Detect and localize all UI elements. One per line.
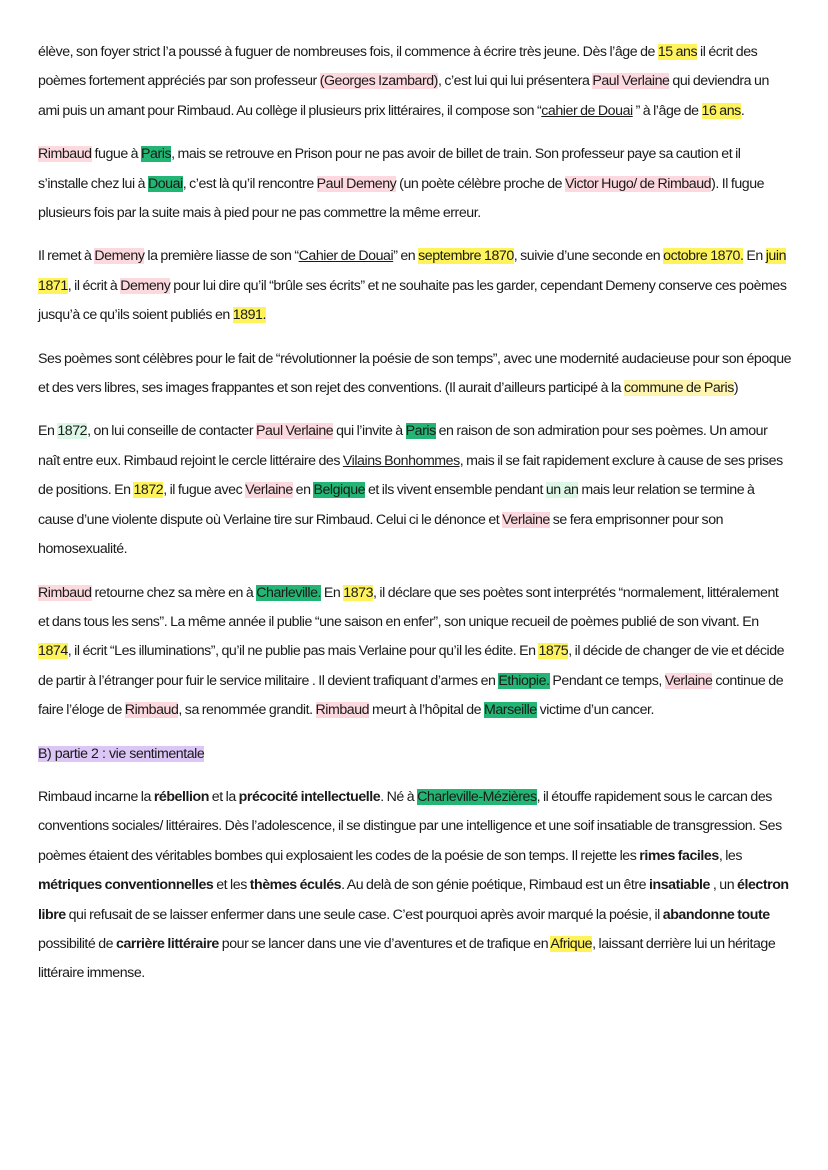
highlighted-text: Paris xyxy=(141,146,172,163)
paragraph xyxy=(38,579,792,726)
text-run: qui refusait de se laisser enfermer dans une seule case. C’est pourquoi après avoir marqué la poésie, il xyxy=(65,906,663,923)
text-run: pour lui dire qu’il “brûle ses écrits” et ne souhaite pas les garder, cependant Demeny conserve ces poèmes jusqu’à ce qu’ils soient publiés en xyxy=(38,277,787,324)
highlighted-text: commune de Paris xyxy=(624,380,734,397)
text-run: , c’est là qu’il rencontre xyxy=(182,175,317,192)
bold-text: insatiable xyxy=(649,877,710,894)
highlighted-text: septembre 1870 xyxy=(418,248,514,265)
paragraph xyxy=(38,417,792,564)
highlighted-text: Douai xyxy=(147,175,183,192)
text-run: mais leur relation se termine à cause d’une violente dispute où Verlaine tire sur Rimbaud. Celui ci le dénonce et xyxy=(38,482,755,528)
highlighted-text: Paul Demeny xyxy=(316,175,397,192)
text-run: , suivie d’une seconde en xyxy=(513,248,664,265)
text-run: , il étouffe rapidement sous le carcan des conventions sociales/ littéraires. Dès l’adolescence, il se distingue par une intelligence et une soif insatiable de transgression. Ses poèmes étaient des véritables bombes qui explosaient les codes de la poésie de son temps. Il rejette les xyxy=(38,788,782,864)
text-run: En xyxy=(321,584,344,601)
text-run: , un xyxy=(709,877,738,894)
highlighted-text: Verlaine xyxy=(664,672,713,689)
highlighted-text: 1874 xyxy=(38,643,68,660)
text-run: victime d’un cancer. xyxy=(536,702,655,719)
highlighted-text: (Georges Izambard) xyxy=(319,73,438,90)
highlighted-text: Afrique xyxy=(550,935,593,952)
text-run: en xyxy=(292,482,314,499)
text-run: ). Il fugue plusieurs fois par la suite mais à pied pour ne pas commettre la même erreur. xyxy=(38,175,765,222)
text-run: , on lui conseille de contacter xyxy=(87,423,257,440)
highlighted-text: Paul Verlaine xyxy=(592,73,670,90)
highlighted-text: Rimbaud xyxy=(38,146,92,163)
text-run: , il écrit “Les illuminations”, qu’il ne publie pas mais Verlaine pour qu’il les édite. En xyxy=(67,643,539,660)
text-run: élève, son foyer strict l’a poussé à fuguer de nombreuses fois, il commence à écrire très jeune. Dès l’âge de xyxy=(38,44,658,60)
text-run: pour se lancer dans une vie d’aventures et de trafique en xyxy=(218,935,551,952)
highlighted-text: 1872 xyxy=(133,482,164,499)
text-run: meurt à l’hôpital de xyxy=(369,702,484,719)
text-run: Rimbaud incarne la xyxy=(38,788,154,805)
text-run: En xyxy=(38,423,58,440)
text-run: continue de faire l’éloge de xyxy=(38,672,784,719)
text-run: , sa renommée grandit. xyxy=(178,702,316,719)
text-run: ) xyxy=(733,380,739,397)
bold-text: abandonne toute xyxy=(662,906,770,923)
paragraph xyxy=(38,242,792,330)
text-run: , il fugue avec xyxy=(163,482,246,499)
underlined-text: Vilains Bonhommes, xyxy=(342,452,464,469)
bold-text: électron libre xyxy=(38,877,789,923)
text-run: et la xyxy=(208,788,239,805)
underlined-text: cahier de Douai xyxy=(541,102,633,119)
highlighted-text: Verlaine xyxy=(502,511,550,528)
document-body xyxy=(38,38,792,726)
highlighted-text: Paris xyxy=(405,423,436,440)
highlighted-text: Rimbaud xyxy=(38,584,92,601)
highlighted-text: Charleville-Mézières xyxy=(417,788,537,805)
text-run: , les xyxy=(718,847,742,864)
paragraph xyxy=(38,140,792,228)
paragraph-summary xyxy=(38,783,792,989)
text-run: . Né à xyxy=(380,788,418,805)
highlighted-text: 1875 xyxy=(538,643,569,660)
highlighted-text: 1873 xyxy=(343,584,374,601)
bold-text: rébellion xyxy=(153,788,209,805)
text-run: ” à l’âge de xyxy=(632,102,702,119)
text-run: mais il se fait rapidement exclure à cause de ses prises de positions. En xyxy=(38,452,783,499)
underlined-text: Cahier de Douai xyxy=(298,248,394,265)
highlighted-text: Ethiopie. xyxy=(498,672,550,689)
highlighted-text: octobre 1870. xyxy=(663,248,744,265)
highlighted-text: un an xyxy=(545,482,579,499)
text-run: Il remet à xyxy=(38,248,95,265)
text-run: il écrit des poèmes fortement appréciés par son professeur xyxy=(38,44,758,90)
text-run: se fera emprisonner pour son homosexualité. xyxy=(38,511,724,558)
text-run: ” en xyxy=(393,248,419,265)
section-heading xyxy=(38,740,792,769)
highlighted-text: Rimbaud xyxy=(124,702,179,719)
text-run: en raison de son admiration pour ses poèmes. Un amour naît entre eux. Rimbaud rejoint le cercle littéraire des xyxy=(38,423,768,469)
highlighted-text: Victor Hugo/ de Rimbaud xyxy=(564,175,712,192)
text-run: , mais se retrouve en Prison pour ne pas avoir de billet de train. Son professeur paye sa caution et il s’installe chez lui à xyxy=(38,146,741,192)
text-run: fugue à xyxy=(91,146,142,163)
text-run: Ses poèmes sont célèbres pour le fait de “révolutionner la poésie de son temps”, avec une modernité audacieuse pour son époque et des vers libres, ses images frappantes et son rejet des conventions. (Il aurait d’ailleurs participé à la xyxy=(38,350,792,397)
highlighted-text: Demeny xyxy=(120,277,171,294)
bold-text: carrière littéraire xyxy=(116,935,219,952)
section-heading-text: B) partie 2 : vie sentimentale xyxy=(38,745,205,762)
text-run: En xyxy=(743,248,766,265)
bold-text: rimes faciles xyxy=(639,847,719,864)
text-run: possibilité de xyxy=(38,935,117,952)
bold-text: thèmes éculés xyxy=(249,877,342,894)
highlighted-text: Belgique xyxy=(313,482,366,499)
text-run: Pendant ce temps, xyxy=(549,672,665,689)
highlighted-text: Verlaine xyxy=(245,482,293,499)
highlighted-text: Demeny xyxy=(94,248,145,265)
highlighted-text: juin 1871 xyxy=(38,248,787,294)
text-run: et ils vivent ensemble pendant xyxy=(365,482,546,499)
highlighted-text: 16 ans xyxy=(701,102,741,119)
text-run: qui deviendra un ami puis un amant pour Rimbaud. Au collège il plusieurs prix littéraires, il compose son “ xyxy=(38,73,769,119)
highlighted-text: 15 ans xyxy=(657,44,698,60)
highlighted-text: Rimbaud xyxy=(315,702,370,719)
text-run: et les xyxy=(213,877,250,894)
text-run: qui l’invite à xyxy=(333,423,406,440)
highlighted-text: 1891. xyxy=(232,307,266,324)
text-run: , il écrit à xyxy=(67,277,121,294)
text-run: (un poète célèbre proche de xyxy=(396,175,565,192)
bold-text: métriques conventionnelles xyxy=(38,877,214,894)
text-run: . Au delà de son génie poétique, Rimbaud est un être xyxy=(341,877,650,894)
text-run: , c’est lui qui lui présentera xyxy=(437,73,593,90)
highlighted-text: 1872 xyxy=(57,423,88,440)
highlighted-text: Marseille xyxy=(484,702,537,719)
text-run: , il décide de changer de vie et décide de partir à l’étranger pour fuir le service militaire . Il devient trafiquant d’armes en xyxy=(38,643,785,689)
highlighted-text: Paul Verlaine xyxy=(256,423,334,440)
text-run: retourne chez sa mère en à xyxy=(91,584,257,601)
highlighted-text: Charleville. xyxy=(256,584,322,601)
paragraph xyxy=(38,345,792,404)
text-run: . xyxy=(740,102,745,119)
text-run: , il déclare que ses poètes sont interprétés “normalement, littéralement et dans tous les sens”. La même année il publie “une saison en enfer”, son unique recueil de poèmes publié de son vivant. En xyxy=(38,584,779,630)
bold-text: précocité intellectuelle xyxy=(238,788,381,805)
paragraph xyxy=(38,38,792,126)
text-run: , laissant derrière lui un héritage littéraire immense. xyxy=(38,935,776,982)
text-run: la première liasse de son “ xyxy=(144,248,299,265)
